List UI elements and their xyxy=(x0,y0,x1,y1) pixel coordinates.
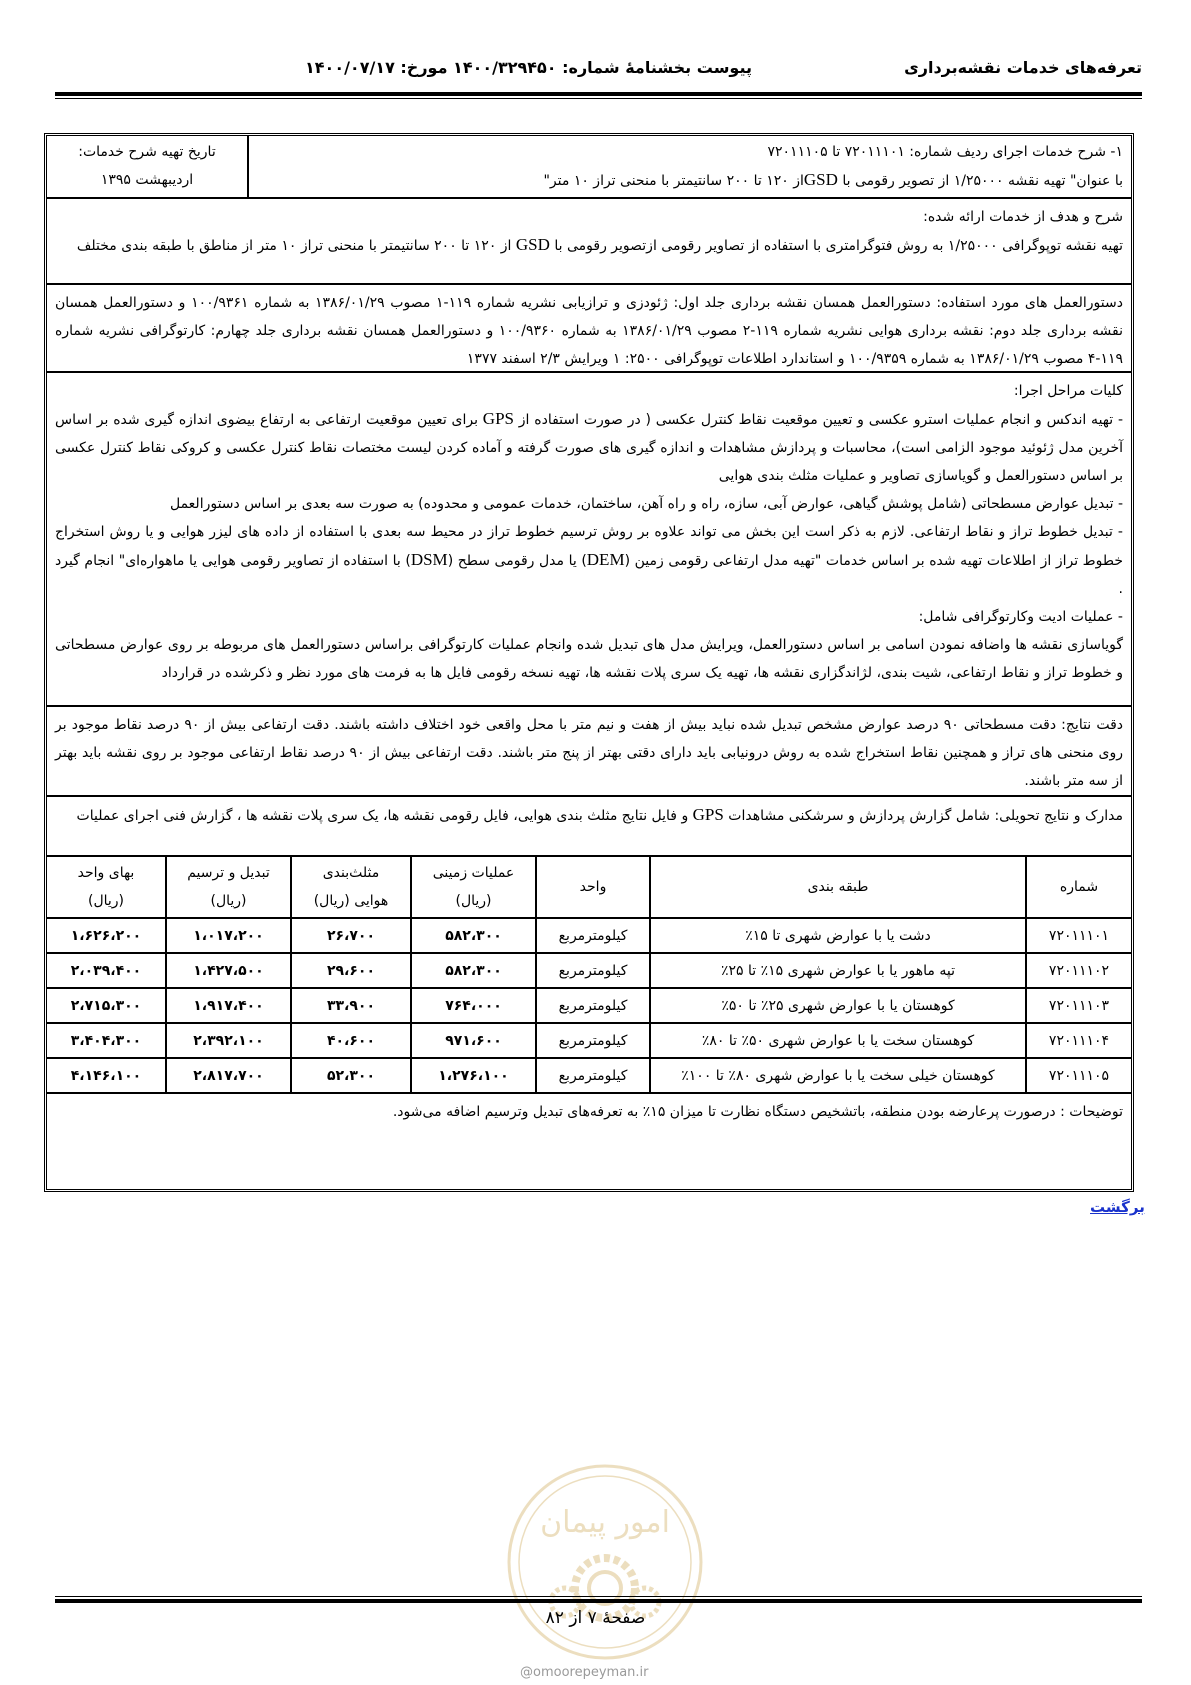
row-code: ۷۲۰۱۱۱۰۳ xyxy=(1026,988,1131,1023)
service-title xyxy=(249,136,1131,197)
purpose-section xyxy=(47,199,1131,285)
col-header-aerial-title: مثلث‌بندی xyxy=(322,865,380,881)
row-unit-price: ۲،۷۱۵،۳۰۰ xyxy=(47,988,166,1023)
row-category: دشت یا با عوارض شهری تا ۱۵٪ xyxy=(650,918,1026,953)
stage-control-points xyxy=(55,405,1123,490)
row-code: ۷۲۰۱۱۱۰۵ xyxy=(1026,1058,1131,1093)
col-header-code: شماره xyxy=(1026,857,1131,918)
col-header-ground-unit: (ریال) xyxy=(455,893,492,909)
row-conversion-cost: ۲،۳۹۲،۱۰۰ xyxy=(166,1023,291,1058)
stages-heading: کلیات مراحل اجرا: xyxy=(1013,383,1123,399)
stage-contours-a: - تبدیل خطوط تراز و نقاط ارتفاعی. لازم به ذکر است این بخش می تواند علاوه بر روش ترسیم خطوط تراز در محیط سه بعدی با استفاده از داده های لیزر هوایی و یا روش استخراج خطوط تراز از اطلاعات تهیه شده بر اساس خدمات "تهیه مدل ارتفاعی رقومی زمین ( xyxy=(55,524,1123,569)
deliverables-text xyxy=(55,801,1123,830)
header-rule xyxy=(55,92,1142,96)
deliverables-post: و فایل نتایج مثلث بندی هوایی، فایل رقومی نقشه ها، یک سری پلات نقشه ها ، گزارش فنی اجرای عملیات xyxy=(76,808,693,824)
row-unit-price: ۱،۶۲۶،۲۰۰ xyxy=(47,918,166,953)
table-note: توضیحات : درصورت پرعارضه بودن منطقه، باتشخیص دستگاه نظارت تا میزان ۱۵٪ به تعرفه‌های تبدیل وترسیم اضافه می‌شود. xyxy=(392,1104,1123,1120)
stage-contours xyxy=(55,518,1123,603)
purpose-text-post: از ۱۲۰ تا ۲۰۰ سانتیمتر با منحنی تراز ۱۰ متر از مناطق با طبقه بندی مختلف xyxy=(76,238,516,254)
col-header-unit-price xyxy=(47,857,166,918)
stage-contours-c: ) با استفاده از تصاویر رقومی هوایی یا ماهواره‌ای" انجام گیرد . xyxy=(55,553,1123,597)
table-row xyxy=(47,953,1131,988)
service-subject-gsd: GSD xyxy=(803,170,838,189)
table-row xyxy=(47,988,1131,1023)
watermark-handle: @omoorepeyman.ir xyxy=(520,1665,649,1680)
col-header-conversion-title: تبدیل و ترسیم xyxy=(187,865,270,881)
row-conversion-cost: ۱،۹۱۷،۴۰۰ xyxy=(166,988,291,1023)
deliverables-gps: GPS xyxy=(692,805,724,824)
col-header-conversion xyxy=(166,857,291,918)
rates-table-header xyxy=(47,857,1131,918)
table-row xyxy=(47,918,1131,953)
service-date-label: تاریخ تهیه شرح خدمات: xyxy=(78,144,216,160)
manuals-section xyxy=(47,285,1131,373)
row-category: کوهستان یا با عوارض شهری ۲۵٪ تا ۵۰٪ xyxy=(650,988,1026,1023)
row-code: ۷۲۰۱۱۱۰۴ xyxy=(1026,1023,1131,1058)
row-aerial-cost: ۵۲،۳۰۰ xyxy=(291,1058,411,1093)
service-row-range: ۱- شرح خدمات اجرای ردیف شماره: ۷۲۰۱۱۱۰۱ تا ۷۲۰۱۱۱۰۵ xyxy=(767,144,1123,160)
col-header-unit: واحد xyxy=(536,857,650,918)
stage-contours-b: ) یا مدل رقومی سطح ( xyxy=(447,553,587,569)
row-conversion-cost: ۱،۴۲۷،۵۰۰ xyxy=(166,953,291,988)
table-row xyxy=(47,1023,1131,1058)
watermark-logo xyxy=(505,1462,705,1662)
table-row xyxy=(47,1058,1131,1093)
row-unit: کیلومترمربع xyxy=(536,918,650,953)
purpose-heading: شرح و هدف از خدمات ارائه شده: xyxy=(923,209,1123,225)
row-conversion-cost: ۲،۸۱۷،۷۰۰ xyxy=(166,1058,291,1093)
stage-contours-dsm: DSM xyxy=(410,550,448,569)
service-date-cell xyxy=(47,136,249,197)
row-ground-cost: ۷۶۴،۰۰۰ xyxy=(411,988,536,1023)
service-title-section xyxy=(47,136,1131,199)
stages-section xyxy=(47,373,1131,707)
row-unit-price: ۳،۴۰۴،۳۰۰ xyxy=(47,1023,166,1058)
row-aerial-cost: ۳۳،۹۰۰ xyxy=(291,988,411,1023)
row-aerial-cost: ۴۰،۶۰۰ xyxy=(291,1023,411,1058)
accuracy-text: دقت نتایج: دقت مسطحاتی ۹۰ درصد عوارض مشخص تبدیل شده نباید بیش از هفت و نیم متر با محل واقعی خود اختلاف داشته باشند. دقت ارتفاعی بیش از ۹۰ درصد نقاط موجود بر روی منحنی های تراز و همچنین نقاط استخراج شده به روش درونیابی باید دارای دقتی بهتر از پنج متر باشند. دقت ارتفاعی بیش از ۹۰ درصد نقاط ارتفاعی موجود بر روی نقشه باید بهتر از سه متر باشند. xyxy=(55,717,1123,789)
watermark-logo-text: امور پیمان xyxy=(540,1505,670,1540)
footer-rule xyxy=(55,1599,1142,1603)
back-link[interactable]: برگشت xyxy=(1090,1198,1145,1216)
service-subject-pre: با عنوان" تهیه نقشه ۱/۲۵۰۰۰ از تصویر رقومی با xyxy=(837,173,1123,189)
col-header-category: طبقه بندی xyxy=(650,857,1026,918)
accuracy-section xyxy=(47,707,1131,797)
stage-planimetry: - تبدیل عوارض مسطحاتی (شامل پوشش گیاهی، عوارض آبی، سازه، راه و راه آهن، ساختمان، خدمات عمومی و محدوده) به صورت سه بعدی بر اساس دستورالعمل xyxy=(169,496,1123,512)
manuals-text: دستورالعمل های مورد استفاده: دستورالعمل همسان نقشه برداری جلد اول: ژئودزی و ترازیابی نشریه شماره ۱۱۹-۱ مصوب ۱۳۸۶/۰۱/۲۹ به شماره ۱۰۰/۹۳۶۱ و دستورالعمل همسان نقشه برداری جلد دوم: نقشه برداری هوایی نشریه شماره ۱۱۹-۲ مصوب ۱۳۸۶/۰۱/۲۹ به شماره ۱۰۰/۹۳۶۰ و دستورالعمل همسان نقشه برداری جلد چهارم: کارتوگرافی نشریه شماره ۱۱۹-۴ مصوب ۱۳۸۶/۰۱/۲۹ به شماره ۱۰۰/۹۳۵۹ و استاندارد اطلاعات توپوگرافی ۲۵۰۰: ۱ ویرایش ۲/۳ اسفند ۱۳۷۷ xyxy=(55,295,1123,367)
stage-cartography-heading: - عملیات ادیت وکارتوگرافی شامل: xyxy=(918,609,1123,625)
row-code: ۷۲۰۱۱۱۰۱ xyxy=(1026,918,1131,953)
col-header-unit-price-title: بهای واحد xyxy=(77,865,135,881)
header-reference: پیوست بخشنامهٔ شماره: ۱۴۰۰/۳۲۹۴۵۰ مورخ: ۱۴۰۰/۰۷/۱۷ xyxy=(305,58,752,77)
col-header-ground-title: عملیات زمینی xyxy=(432,865,515,881)
stage-cartography-text: گویاسازی نقشه ها واضافه نمودن اسامی بر اساس دستورالعمل، ویرایش مدل های تبدیل شده وانجام عملیات کارتوگرافی براساس دستورالعمل های مربوطه بر روی عوارض مسطحاتی و خطوط تراز و نقاط ارتفاعی، شیت بندی، لژاندگزاری نقشه ها، تهیه یک سری پلات نقشه ها، تهیه نسخه رقومی فایل ها به فرمت های مورد نظر و ذکرشده در قرارداد xyxy=(55,637,1123,681)
row-ground-cost: ۵۸۲،۳۰۰ xyxy=(411,918,536,953)
purpose-text-gsd: GSD xyxy=(515,235,550,254)
deliverables-section xyxy=(47,797,1131,857)
row-aerial-cost: ۲۶،۷۰۰ xyxy=(291,918,411,953)
service-date-value: اردیبهشت ۱۳۹۵ xyxy=(100,172,194,188)
row-unit: کیلومترمربع xyxy=(536,1023,650,1058)
header-rule-thin xyxy=(55,98,1142,99)
row-category: کوهستان سخت یا با عوارض شهری ۵۰٪ تا ۸۰٪ xyxy=(650,1023,1026,1058)
col-header-conversion-unit: (ریال) xyxy=(210,893,247,909)
col-header-ground xyxy=(411,857,536,918)
deliverables-pre: مدارک و نتایج تحویلی: شامل گزارش پردازش و سرشکنی مشاهدات xyxy=(723,808,1123,824)
row-ground-cost: ۵۸۲،۳۰۰ xyxy=(411,953,536,988)
page-header xyxy=(55,58,1142,86)
stage-control-post: برای تعیین موقعیت ارتفاعی به ارتفاع بیضوی اندازه گیری شده بر اساس آخرین مدل ژئوئید موجود الزامی است)، محاسبات و پردازش مشاهدات و اندازه گیری های صورت گرفته و آماده کردن لیست مختصات نقاط کنترل عکسی و کروکی نقاط کنترل عکسی بر اساس دستورالعمل و گویاسازی تصاویر و عملیات مثلث بندی هوایی xyxy=(55,412,1123,484)
service-subject xyxy=(257,166,1123,195)
col-header-aerial-unit: هوایی (ریال) xyxy=(313,893,389,909)
service-frame xyxy=(44,133,1134,1192)
purpose-text-pre: تهیه نقشه توپوگرافی ۱/۲۵۰۰۰ به روش فتوگرامتری با استفاده از تصاویر رقومی ازتصویر رقومی با xyxy=(549,238,1123,254)
row-unit: کیلومترمربع xyxy=(536,953,650,988)
rates-table xyxy=(47,857,1131,1094)
stage-contours-dem: DEM xyxy=(586,550,625,569)
row-unit-price: ۲،۰۳۹،۴۰۰ xyxy=(47,953,166,988)
row-category: کوهستان خیلی سخت یا با عوارض شهری ۸۰٪ تا ۱۰۰٪ xyxy=(650,1058,1026,1093)
col-header-unit-price-unit: (ریال) xyxy=(87,893,125,909)
purpose-text xyxy=(55,231,1123,260)
stage-control-pre: - تهیه اندکس و انجام عملیات استرو عکسی و تعیین موقعیت نقاط کنترل عکسی ( در صورت استفاده از xyxy=(513,412,1124,428)
row-unit: کیلومترمربع xyxy=(536,988,650,1023)
row-ground-cost: ۱،۲۷۶،۱۰۰ xyxy=(411,1058,536,1093)
page-number: صفحهٔ ۷ از ۸۲ xyxy=(545,1608,646,1628)
stage-control-gps: GPS xyxy=(482,409,514,428)
footer-rule-thin xyxy=(55,1596,1142,1597)
row-unit-price: ۴،۱۴۶،۱۰۰ xyxy=(47,1058,166,1093)
col-header-aerial xyxy=(291,857,411,918)
service-subject-post: از ۱۲۰ تا ۲۰۰ سانتیمتر با منحنی تراز ۱۰ متر" xyxy=(543,173,804,189)
row-conversion-cost: ۱،۰۱۷،۲۰۰ xyxy=(166,918,291,953)
row-code: ۷۲۰۱۱۱۰۲ xyxy=(1026,953,1131,988)
row-unit: کیلومترمربع xyxy=(536,1058,650,1093)
row-ground-cost: ۹۷۱،۶۰۰ xyxy=(411,1023,536,1058)
header-title: تعرفه‌های خدمات نقشه‌برداری xyxy=(904,58,1142,77)
row-aerial-cost: ۲۹،۶۰۰ xyxy=(291,953,411,988)
row-category: تپه ماهور یا با عوارض شهری ۱۵٪ تا ۲۵٪ xyxy=(650,953,1026,988)
